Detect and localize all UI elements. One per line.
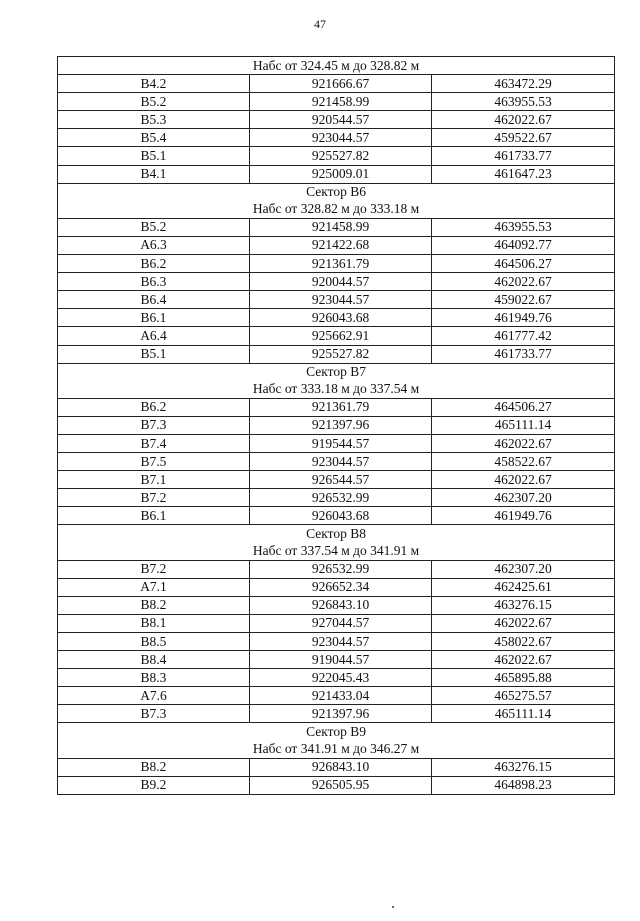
height-range-row: [58, 741, 615, 759]
table-row: [58, 147, 615, 165]
table-row: [58, 218, 615, 236]
x-coordinate-cell: 921422.68: [250, 236, 432, 254]
x-coordinate-cell: 926505.95: [250, 776, 432, 794]
y-coordinate-cell: 463276.15: [432, 758, 615, 776]
x-coordinate-cell: 926043.68: [250, 309, 432, 327]
point-id-cell: В5.4: [58, 129, 250, 147]
x-coordinate-cell: 921361.79: [250, 398, 432, 416]
point-id-cell: В5.2: [58, 93, 250, 111]
sector-title: Сектор В9: [58, 723, 615, 741]
point-id-cell: В4.2: [58, 75, 250, 93]
x-coordinate-cell: 923044.57: [250, 633, 432, 651]
point-id-cell: В8.1: [58, 614, 250, 632]
table-row: [58, 345, 615, 363]
point-id-cell: В6.1: [58, 309, 250, 327]
table-row: [58, 578, 615, 596]
x-coordinate-cell: 926843.10: [250, 758, 432, 776]
y-coordinate-cell: 463955.53: [432, 93, 615, 111]
y-coordinate-cell: 465895.88: [432, 669, 615, 687]
point-id-cell: В6.2: [58, 398, 250, 416]
height-range-row: [58, 201, 615, 219]
table-row: [58, 651, 615, 669]
table-row: [58, 327, 615, 345]
table-row: [58, 165, 615, 183]
height-range-label: Набс от 341.91 м до 346.27 м: [58, 741, 615, 759]
x-coordinate-cell: 926652.34: [250, 578, 432, 596]
x-coordinate-cell: 926532.99: [250, 489, 432, 507]
point-id-cell: В6.2: [58, 255, 250, 273]
point-id-cell: В4.1: [58, 165, 250, 183]
table-row: [58, 507, 615, 525]
table-row: [58, 596, 615, 614]
table-row: [58, 489, 615, 507]
y-coordinate-cell: 461647.23: [432, 165, 615, 183]
page-number: 47: [314, 17, 326, 31]
point-id-cell: В7.4: [58, 434, 250, 452]
table-row: [58, 434, 615, 452]
scan-speck: [392, 906, 394, 908]
point-id-cell: А6.4: [58, 327, 250, 345]
x-coordinate-cell: 921458.99: [250, 218, 432, 236]
y-coordinate-cell: 463276.15: [432, 596, 615, 614]
x-coordinate-cell: 925527.82: [250, 147, 432, 165]
coordinates-table-body: [58, 57, 615, 795]
x-coordinate-cell: 919044.57: [250, 651, 432, 669]
height-range-row: [58, 381, 615, 399]
y-coordinate-cell: 462022.67: [432, 651, 615, 669]
table-row: [58, 705, 615, 723]
y-coordinate-cell: 464506.27: [432, 398, 615, 416]
x-coordinate-cell: 926544.57: [250, 471, 432, 489]
x-coordinate-cell: 923044.57: [250, 129, 432, 147]
sector-header-row: [58, 723, 615, 741]
point-id-cell: В6.3: [58, 273, 250, 291]
table-row: [58, 687, 615, 705]
table-row: [58, 416, 615, 434]
x-coordinate-cell: 926843.10: [250, 596, 432, 614]
y-coordinate-cell: 463472.29: [432, 75, 615, 93]
y-coordinate-cell: 462022.67: [432, 273, 615, 291]
height-range-label: Набс от 324.45 м до 328.82 м: [58, 57, 615, 75]
x-coordinate-cell: 925662.91: [250, 327, 432, 345]
y-coordinate-cell: 462307.20: [432, 560, 615, 578]
y-coordinate-cell: 462425.61: [432, 578, 615, 596]
table-row: [58, 614, 615, 632]
table-row: [58, 560, 615, 578]
x-coordinate-cell: 921361.79: [250, 255, 432, 273]
point-id-cell: А7.6: [58, 687, 250, 705]
x-coordinate-cell: 926043.68: [250, 507, 432, 525]
table-row: [58, 633, 615, 651]
x-coordinate-cell: 920544.57: [250, 111, 432, 129]
x-coordinate-cell: 921397.96: [250, 416, 432, 434]
point-id-cell: В7.1: [58, 471, 250, 489]
table-row: [58, 758, 615, 776]
sector-header-row: [58, 183, 615, 201]
x-coordinate-cell: 927044.57: [250, 614, 432, 632]
table-row: [58, 453, 615, 471]
table-row: [58, 273, 615, 291]
y-coordinate-cell: 462022.67: [432, 614, 615, 632]
height-range-label: Набс от 333.18 м до 337.54 м: [58, 381, 615, 399]
y-coordinate-cell: 462022.67: [432, 471, 615, 489]
y-coordinate-cell: 462307.20: [432, 489, 615, 507]
y-coordinate-cell: 462022.67: [432, 434, 615, 452]
y-coordinate-cell: 461733.77: [432, 147, 615, 165]
table-row: [58, 471, 615, 489]
coordinates-table: [57, 56, 615, 795]
y-coordinate-cell: 461733.77: [432, 345, 615, 363]
table-row: [58, 255, 615, 273]
x-coordinate-cell: 921458.99: [250, 93, 432, 111]
sector-header-row: [58, 363, 615, 381]
sector-title: Сектор В6: [58, 183, 615, 201]
point-id-cell: В7.2: [58, 560, 250, 578]
x-coordinate-cell: 925009.01: [250, 165, 432, 183]
height-range-row: [58, 543, 615, 561]
y-coordinate-cell: 464092.77: [432, 236, 615, 254]
x-coordinate-cell: 921666.67: [250, 75, 432, 93]
point-id-cell: В6.1: [58, 507, 250, 525]
table-row: [58, 669, 615, 687]
x-coordinate-cell: 923044.57: [250, 291, 432, 309]
y-coordinate-cell: 465111.14: [432, 416, 615, 434]
point-id-cell: В5.2: [58, 218, 250, 236]
x-coordinate-cell: 923044.57: [250, 453, 432, 471]
x-coordinate-cell: 920044.57: [250, 273, 432, 291]
x-coordinate-cell: 922045.43: [250, 669, 432, 687]
y-coordinate-cell: 461949.76: [432, 309, 615, 327]
x-coordinate-cell: 919544.57: [250, 434, 432, 452]
y-coordinate-cell: 461777.42: [432, 327, 615, 345]
x-coordinate-cell: 925527.82: [250, 345, 432, 363]
table-row: [58, 75, 615, 93]
height-range-label: Набс от 337.54 м до 341.91 м: [58, 543, 615, 561]
point-id-cell: В8.2: [58, 758, 250, 776]
point-id-cell: В7.2: [58, 489, 250, 507]
table-row: [58, 129, 615, 147]
table-row: [58, 776, 615, 794]
y-coordinate-cell: 461949.76: [432, 507, 615, 525]
x-coordinate-cell: 926532.99: [250, 560, 432, 578]
height-range-label: Набс от 328.82 м до 333.18 м: [58, 201, 615, 219]
x-coordinate-cell: 921397.96: [250, 705, 432, 723]
point-id-cell: В8.4: [58, 651, 250, 669]
table-row: [58, 309, 615, 327]
point-id-cell: А7.1: [58, 578, 250, 596]
table-row: [58, 291, 615, 309]
sector-title: Сектор В7: [58, 363, 615, 381]
point-id-cell: В8.3: [58, 669, 250, 687]
height-range-row: [58, 57, 615, 75]
point-id-cell: В8.5: [58, 633, 250, 651]
sector-header-row: [58, 525, 615, 543]
y-coordinate-cell: 462022.67: [432, 111, 615, 129]
table-row: [58, 93, 615, 111]
y-coordinate-cell: 465111.14: [432, 705, 615, 723]
x-coordinate-cell: 921433.04: [250, 687, 432, 705]
point-id-cell: В7.3: [58, 416, 250, 434]
table-row: [58, 398, 615, 416]
y-coordinate-cell: 458022.67: [432, 633, 615, 651]
point-id-cell: В5.1: [58, 345, 250, 363]
y-coordinate-cell: 463955.53: [432, 218, 615, 236]
y-coordinate-cell: 464898.23: [432, 776, 615, 794]
point-id-cell: В7.5: [58, 453, 250, 471]
point-id-cell: В6.4: [58, 291, 250, 309]
point-id-cell: В7.3: [58, 705, 250, 723]
point-id-cell: В5.3: [58, 111, 250, 129]
sector-title: Сектор В8: [58, 525, 615, 543]
y-coordinate-cell: 458522.67: [432, 453, 615, 471]
point-id-cell: В5.1: [58, 147, 250, 165]
point-id-cell: А6.3: [58, 236, 250, 254]
point-id-cell: В9.2: [58, 776, 250, 794]
table-row: [58, 236, 615, 254]
y-coordinate-cell: 464506.27: [432, 255, 615, 273]
point-id-cell: В8.2: [58, 596, 250, 614]
y-coordinate-cell: 459022.67: [432, 291, 615, 309]
y-coordinate-cell: 459522.67: [432, 129, 615, 147]
table-row: [58, 111, 615, 129]
y-coordinate-cell: 465275.57: [432, 687, 615, 705]
